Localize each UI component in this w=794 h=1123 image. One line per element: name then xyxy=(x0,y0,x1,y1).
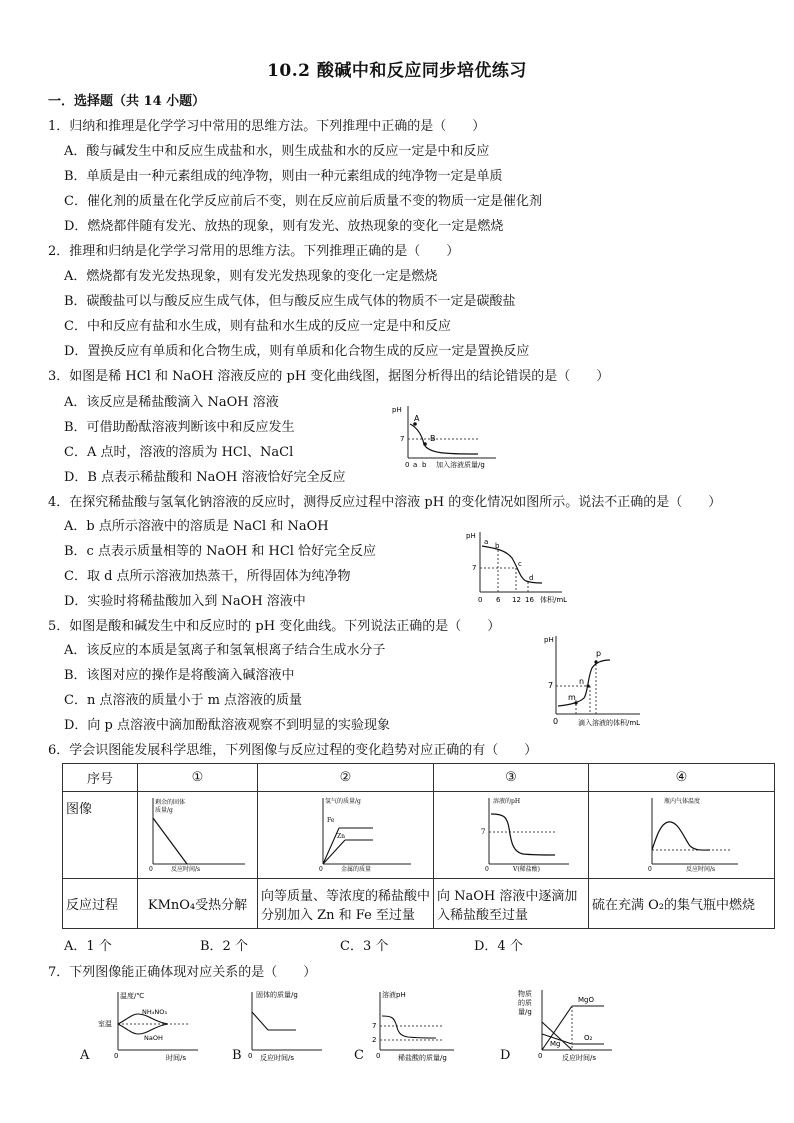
q6-row-number xyxy=(63,764,775,792)
g3-x-label: V(稀盐酸) xyxy=(513,866,541,872)
section-heading: 一．选择题（共 14 小题） xyxy=(48,94,206,109)
q5-point-p xyxy=(594,660,597,663)
g4-curve xyxy=(652,822,710,850)
question-2-stem: 2．推理和归纳是化学学习常用的思维方法。下列推理正确的是（ ） xyxy=(48,244,460,259)
q7a-series-2: NaOH xyxy=(144,1034,163,1042)
q3-option-c[interactable]: C．A 点时，溶液的溶质为 HCl、NaCl xyxy=(64,445,294,460)
q4-x-label: 体积/mL xyxy=(540,596,568,604)
question-3-stem: 3．如图是稀 HCl 和 NaOH 溶液反应的 pH 变化曲线图，据图分析得出的结论错误的是（ ） xyxy=(48,369,610,384)
q7c-y-label: 溶液pH xyxy=(382,991,406,999)
q6-graph-4 xyxy=(589,792,775,879)
q7-graph-c xyxy=(362,986,462,1070)
q7d-y-label-3: 量/g xyxy=(518,1008,532,1016)
q7d-series-1: MgO xyxy=(578,996,594,1004)
q4-option-a[interactable]: A．b 点所示溶液中的溶质是 NaCl 和 NaOH xyxy=(64,519,329,534)
q4-point-a: a xyxy=(484,538,489,546)
q7d-zero: 0 xyxy=(538,1052,543,1060)
q5-label-p: p xyxy=(596,649,602,658)
q1-option-b[interactable]: B．单质是由一种元素组成的纯净物，则由一种元素组成的纯净物一定是单质 xyxy=(64,169,503,184)
q3-option-b[interactable]: B．可借助酚酞溶液判断该中和反应发生 xyxy=(64,420,295,435)
q4-option-c[interactable]: C．取 d 点所示溶液加热蒸干，所得固体为纯净物 xyxy=(64,569,351,584)
q7d-y-label-1: 物质 xyxy=(518,990,532,998)
q5-label-m: m xyxy=(568,693,576,702)
q4-point-c: c xyxy=(518,560,522,568)
q7-option-b[interactable]: B xyxy=(232,1048,242,1063)
q4-tick-6: 6 xyxy=(496,596,501,604)
q6-num-4: ④ xyxy=(589,764,775,792)
g1-y-label-1: 剩余的固体 xyxy=(155,799,186,806)
q3-seven: 7 xyxy=(400,435,405,443)
g1-x-label: 反应时间/s xyxy=(171,866,201,872)
q4-y-label: pH xyxy=(466,532,476,540)
g3-curve xyxy=(491,814,555,855)
q6-option-b[interactable]: B．2 个 xyxy=(200,939,248,954)
q7-graph-b xyxy=(240,986,330,1070)
q7a-zero: 0 xyxy=(114,1052,119,1060)
g2-zn-label: Zn xyxy=(337,833,346,840)
q6-table xyxy=(62,763,775,929)
q6-header-process: 反应过程 xyxy=(63,879,138,929)
question-4-stem: 4．在探究稀盐酸与氢氧化钠溶液的反应时，测得反应过程中溶液 pH 的变化情况如图所示。说法不正确的是（ ） xyxy=(48,495,722,510)
q5-seven: 7 xyxy=(548,681,554,690)
q7a-y-label: 温度/℃ xyxy=(120,992,145,1000)
g4-y-label: 瓶内气体温度 xyxy=(664,798,701,805)
q4-point-b: b xyxy=(495,542,500,550)
q7-option-d[interactable]: D xyxy=(500,1048,511,1063)
q2-option-c[interactable]: C．中和反应有盐和水生成，则有盐和水生成的反应一定是中和反应 xyxy=(64,319,451,334)
q6-option-a[interactable]: A．1 个 xyxy=(64,939,112,954)
q7d-series-3: Mg xyxy=(550,1040,561,1048)
q3-option-a[interactable]: A．该反应是稀盐酸滴入 NaOH 溶液 xyxy=(64,395,279,410)
q4-option-b[interactable]: B．c 点表示质量相等的 NaOH 和 HCl 恰好完全反应 xyxy=(64,544,377,559)
q3-label-B: B xyxy=(430,434,436,443)
q7c-two: 2 xyxy=(372,1036,377,1044)
q3-y-label: pH xyxy=(392,406,402,414)
q3-point-b xyxy=(423,442,427,446)
q5-label-n: n xyxy=(579,677,585,686)
q6-graph-1 xyxy=(138,792,258,879)
q2-option-a[interactable]: A．燃烧都有发光发热现象，则有发光发热现象的变化一定是燃烧 xyxy=(64,269,438,284)
q4-point-d: d xyxy=(529,574,534,582)
q4-seven: 7 xyxy=(472,564,477,572)
g2-fe-label: Fe xyxy=(327,817,335,824)
q6-graph-3 xyxy=(434,792,589,879)
q4-tick-16: 16 xyxy=(525,596,534,604)
q7c-seven: 7 xyxy=(372,1022,377,1030)
q6-process-1: KMnO₄受热分解 xyxy=(138,879,258,929)
g1-line xyxy=(153,818,187,864)
q3-option-d[interactable]: D．B 点表示稀盐酸和 NaOH 溶液恰好完全反应 xyxy=(64,470,346,485)
q6-row-process xyxy=(63,879,775,929)
q3-ph-graph xyxy=(388,400,508,479)
q3-x-label: 加入溶液质量/g xyxy=(436,461,485,469)
q6-graph-2 xyxy=(258,792,434,879)
q7b-y-label: 固体的质量/g xyxy=(256,991,298,999)
q3-tick-b: b xyxy=(422,461,427,469)
q7-option-a[interactable]: A xyxy=(80,1048,90,1063)
q7-option-c[interactable]: C xyxy=(354,1048,364,1063)
q1-option-c[interactable]: C．催化剂的质量在化学反应前后不变，则在反应前后质量不变的物质一定是催化剂 xyxy=(64,194,542,209)
q6-num-1: ① xyxy=(138,764,258,792)
page-title: 10.2 酸碱中和反应同步培优练习 xyxy=(267,61,527,81)
q7b-fall xyxy=(252,1012,268,1030)
q5-option-d[interactable]: D．向 p 点溶液中滴加酚酞溶液观察不到明显的实验现象 xyxy=(64,718,391,733)
q2-option-b[interactable]: B．碳酸盐可以与酸反应生成气体，但与酸反应生成气体的物质不一定是碳酸盐 xyxy=(64,294,516,309)
question-1-stem: 1．归纳和推理是化学学习中常用的思维方法。下列推理中正确的是（ ） xyxy=(48,119,486,134)
q4-tick-12: 12 xyxy=(512,596,521,604)
q6-num-3: ③ xyxy=(434,764,589,792)
q1-option-a[interactable]: A．酸与碱发生中和反应生成盐和水，则生成盐和水的反应一定是中和反应 xyxy=(64,144,490,159)
q5-x-label: 滴入溶液的体积/mL xyxy=(578,719,641,727)
q7a-room: 室温 xyxy=(98,1020,112,1028)
q6-num-2: ② xyxy=(258,764,434,792)
question-6-stem: 6．学会识图能发展科学思维，下列图像与反应过程的变化趋势对应正确的有（ ） xyxy=(48,743,538,758)
q7d-y-label-2: 的质 xyxy=(518,999,532,1007)
q5-option-a[interactable]: A．该反应的本质是氢离子和氢氧根离子结合生成水分子 xyxy=(64,643,386,658)
q3-tick-a: a xyxy=(413,461,418,469)
q6-header-image: 图像 xyxy=(63,792,138,879)
q3-label-A: A xyxy=(414,414,420,423)
q6-process-4: 硫在充满 O₂的集气瓶中燃烧 xyxy=(589,879,775,929)
q7-graph-d xyxy=(512,984,622,1070)
q5-point-n xyxy=(586,684,589,687)
q6-option-d[interactable]: D．4 个 xyxy=(474,939,523,954)
g4-zero: 0 xyxy=(648,866,652,872)
q7c-x-label: 稀盐酸的质量/g xyxy=(398,1054,447,1062)
g1-y-label-2: 质量/g xyxy=(155,807,173,814)
q6-process-3: 向 NaOH 溶液中逐滴加入稀盐酸至过量 xyxy=(434,879,589,929)
q7c-zero: 0 xyxy=(376,1052,381,1060)
q5-zero: 0 xyxy=(553,717,559,726)
q5-option-c[interactable]: C．n 点溶液的质量小于 m 点溶液的质量 xyxy=(64,693,303,708)
q4-ph-graph xyxy=(462,526,582,614)
q7a-lower-curve xyxy=(118,1024,168,1034)
q7-graph-a xyxy=(78,986,208,1070)
q1-option-d[interactable]: D．燃烧都伴随有发光、放热的现象，则有发光、放热现象的变化一定是燃烧 xyxy=(64,219,504,234)
q3-zero: 0 xyxy=(405,461,410,469)
g1-zero: 0 xyxy=(149,866,153,872)
q6-option-c[interactable]: C．3 个 xyxy=(340,939,389,954)
q7a-series-1: NH₄NO₃ xyxy=(142,1008,167,1016)
g3-seven: 7 xyxy=(481,828,486,836)
q4-option-d[interactable]: D．实验时将稀盐酸加入到 NaOH 溶液中 xyxy=(64,594,306,609)
q7c-curve xyxy=(382,1016,436,1038)
q7b-x-label: 反应时间/s xyxy=(260,1054,295,1062)
q6-header-number: 序号 xyxy=(63,764,138,792)
q6-process-2: 向等质量、等浓度的稀盐酸中分别加入 Zn 和 Fe 至过量 xyxy=(258,879,434,929)
q7a-x-label: 时间/s xyxy=(166,1054,187,1062)
q5-y-label: pH xyxy=(544,636,554,644)
g2-zn-rise xyxy=(323,840,345,864)
q5-ph-graph xyxy=(540,630,670,734)
q7d-x-label: 反应时间/s xyxy=(562,1054,597,1062)
g2-x-label: 金属的质量 xyxy=(341,866,372,872)
q7b-zero: 0 xyxy=(248,1052,253,1060)
g2-zero: 0 xyxy=(319,866,323,872)
q2-option-d[interactable]: D．置换反应有单质和化合物生成，则有单质和化合物生成的反应一定是置换反应 xyxy=(64,344,530,359)
q4-tick-0: 0 xyxy=(478,596,483,604)
q6-row-image xyxy=(63,792,775,879)
question-5-stem: 5．如图是酸和碱发生中和反应时的 pH 变化曲线。下列说法正确的是（ ） xyxy=(48,619,501,634)
q5-option-b[interactable]: B．该图对应的操作是将酸滴入碱溶液中 xyxy=(64,668,295,683)
g4-x-label: 反应时间/s xyxy=(686,866,716,872)
g3-y-label: 溶液的pH xyxy=(493,798,521,805)
g3-zero: 0 xyxy=(485,866,489,872)
g2-y-label: 氢气的质量/g xyxy=(325,798,361,805)
q7d-series-2: O₂ xyxy=(584,1034,593,1042)
question-7-stem: 7．下列图像能正确体现对应关系的是（ ） xyxy=(48,965,317,980)
